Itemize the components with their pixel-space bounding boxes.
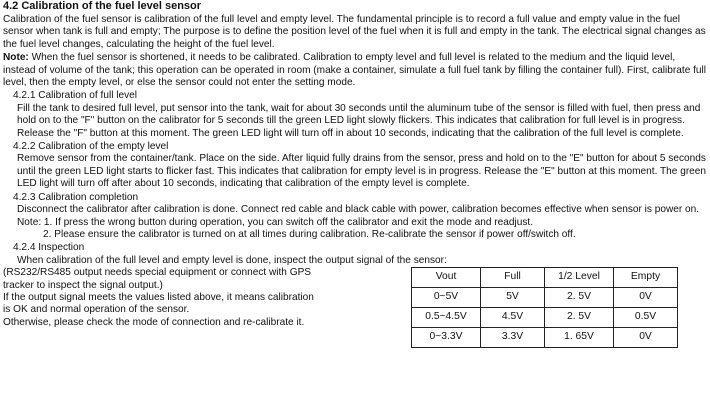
- table-cell: 2. 5V: [545, 308, 614, 328]
- inspect-line: is OK and normal operation of the sensor.: [3, 304, 190, 316]
- table-row: [412, 288, 678, 308]
- sub4-title: 4.2.4 Inspection: [13, 242, 85, 254]
- inspect-line: tracker to inspect the signal output.): [3, 279, 163, 291]
- inspect-line: Otherwise, please check the mode of connection and re-calibrate it.: [3, 316, 305, 328]
- table-header-row: [412, 268, 678, 288]
- table-cell: 0.5V: [614, 308, 678, 328]
- sub1-text: Fill the tank to desired full level, put sensor into the tank, wait for about 30 seconds until the aluminum tube of the sensor is filled with fuel, then press and hold on to the "F" button on the calibrator for 5 seconds till the green LED light slowly flickers. This indicates that calibration for full level is in progress. Release the "F" button at this moment. The green LED light will turn off in about 10 seconds, indicating that the calibration of the full level is complete.: [17, 102, 701, 139]
- note-label: Note:: [3, 52, 29, 64]
- table-cell: 4.5V: [481, 308, 545, 328]
- table-cell: 0~5V: [412, 288, 481, 308]
- table-row: [412, 328, 678, 348]
- document-page: [3, 0, 707, 357]
- table-cell: 3.3V: [481, 328, 545, 348]
- inspection-notes: [3, 267, 375, 329]
- sub1-title: 4.2.1 Calibration of full level: [13, 90, 137, 102]
- note-2: 2. Please ensure the calibrator is turned on at all times during calibration. Re-calibrate the sensor if power off/switch off.: [43, 228, 576, 240]
- header-cell: Empty: [614, 268, 678, 288]
- intro-paragraph: Calibration of the fuel sensor is calibration of the full level and empty level. The fundamental principle is to record a full value and empty value in the fuel sensor when tank is full and empty; The purpose is to define the position level of the fuel when it is full and empty in the tank. The electrical signal changes as the fuel level changes, calculating the height of the fuel level.: [3, 14, 706, 50]
- section-title: 4.2 Calibration of the fuel level sensor: [3, 0, 202, 12]
- inspect-line: (RS232/RS485 output needs special equipment or connect with GPS: [3, 267, 312, 279]
- inspection-block: [3, 267, 707, 357]
- table-cell: 0V: [614, 328, 678, 348]
- sub2-text: Remove sensor from the container/tank. Place on the side. After liquid fully drains from the sensor, press and hold on to the "E" button for about 5 seconds until the green LED light starts to flicker fast. This indicates that calibration for empty level is in progress. Release the "E" button at this moment. The green LED light will turn off after about 10 seconds, indicating that calibration of the empty level is complete.: [17, 153, 707, 190]
- table-cell: 0~3.3V: [412, 328, 481, 348]
- table-cell: 5V: [481, 288, 545, 308]
- table-cell: 0V: [614, 288, 678, 308]
- table-cell: 2. 5V: [545, 288, 614, 308]
- header-cell: Vout: [412, 268, 481, 288]
- output-signal-table: [411, 267, 678, 348]
- table-cell: 0.5~4.5V: [412, 308, 481, 328]
- sub3-title: 4.2.3 Calibration completion: [13, 191, 139, 203]
- header-cell: Full: [481, 268, 545, 288]
- note-1: Note: 1. If press the wrong button during operation, you can switch off the calibrator and exit the mode and readjust.: [17, 216, 534, 228]
- table-cell: 1. 65V: [545, 328, 614, 348]
- sub3-text: Disconnect the calibrator after calibration is done. Connect red cable and black cable with power, calibration becomes effective when sensor is power on.: [17, 204, 700, 216]
- sub4-text: When calibration of the full level and empty level is done, inspect the output signal of the sensor:: [17, 254, 447, 266]
- note-text: When the fuel sensor is shortened, it needs to be calibrated. Calibration to empty level and full level is related to the medium and the liquid level, instead of volume of the tank; this operation can be operated in room (make a container, simulate a full fuel tank by filling the container full). First, calibrate full level, then the empty level, or else the sensor could not enter the setting mode.: [3, 52, 707, 89]
- inspect-line: If the output signal meets the values listed above, it means calibration: [3, 291, 314, 303]
- table-row: [412, 308, 678, 328]
- note-paragraph: [3, 52, 707, 89]
- sub2-title: 4.2.2 Calibration of the empty level: [13, 141, 169, 153]
- header-cell: 1/2 Level: [545, 268, 614, 288]
